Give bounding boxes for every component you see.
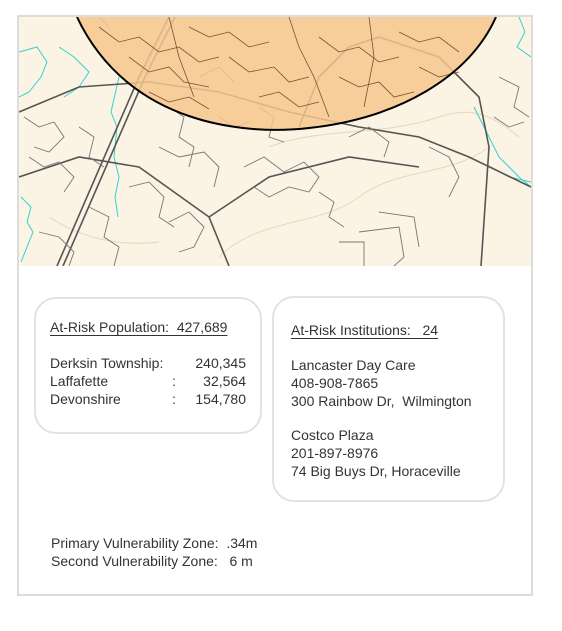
map-canvas[interactable] [19, 17, 531, 266]
institution-phone[interactable]: 201-897-8976 [291, 445, 379, 461]
institution-phone[interactable]: 408-908-7865 [291, 375, 379, 391]
township-name: Devonshire [50, 391, 121, 407]
township-name: Derksin Township: [50, 355, 164, 371]
at-risk-institutions-card [272, 296, 505, 502]
institutions-title: At-Risk Institutions: 24 [291, 322, 439, 338]
institution-address: 74 Big Buys Dr, Horaceville [291, 463, 461, 479]
institution-name: Lancaster Day Care [291, 357, 416, 373]
population-title: At-Risk Population: 427,689 [50, 319, 228, 335]
township-population: 32,564 [203, 373, 246, 389]
risk-zone-fill[interactable] [77, 17, 496, 130]
report-panel [17, 15, 533, 596]
primary-zone-text: Primary Vulnerability Zone: .34m [51, 535, 258, 551]
township-name: Laffafette [50, 373, 109, 389]
township-population: 240,345 [195, 355, 246, 371]
township-separator: : [172, 391, 176, 407]
institution-address: 300 Rainbow Dr, Wilmington [291, 393, 472, 409]
township-row [50, 355, 246, 373]
at-risk-population-card [34, 297, 262, 434]
township-row [50, 373, 246, 391]
township-population: 154,780 [195, 391, 246, 407]
township-row [50, 391, 246, 409]
vulnerability-zones [51, 534, 257, 570]
risk-map[interactable] [19, 17, 531, 266]
township-separator: : [172, 373, 176, 389]
institution-name: Costco Plaza [291, 427, 374, 443]
second-zone-text: Second Vulnerability Zone: 6 m [51, 553, 253, 569]
